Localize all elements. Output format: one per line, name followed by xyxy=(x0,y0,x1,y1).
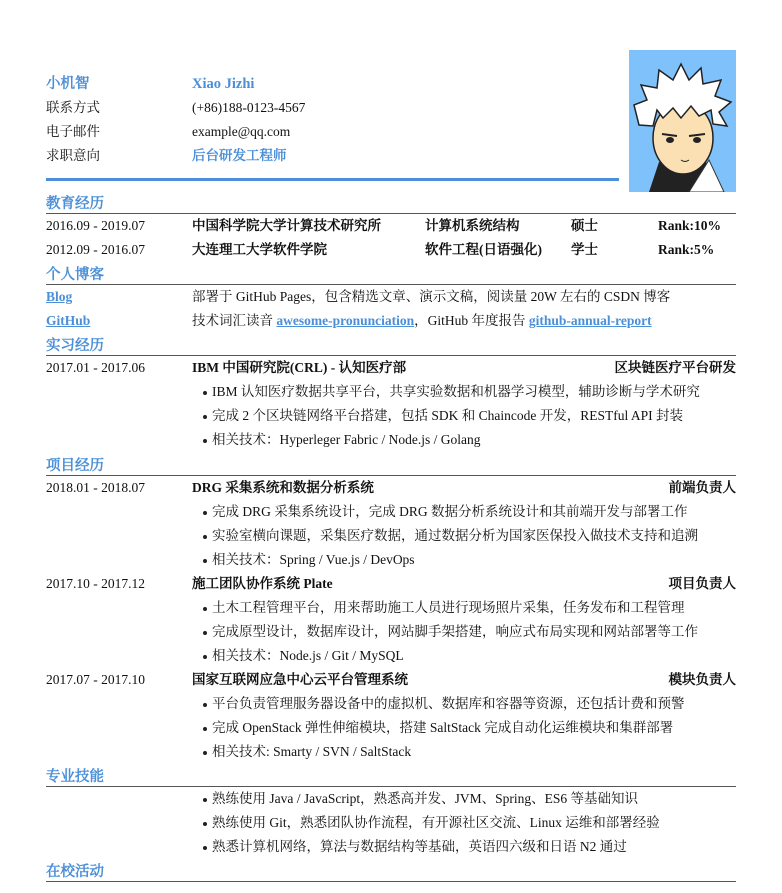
entry-name: IBM 中国研究院(CRL) - 认知医疗部 xyxy=(192,360,407,375)
contact-label: 联系方式 xyxy=(46,100,100,115)
date: 2016.09 - 2019.07 xyxy=(46,218,145,233)
section-activities: 在校活动 xyxy=(46,859,736,882)
date: 2018.01 - 2018.07 xyxy=(46,480,145,495)
entry-role: 前端负责人 xyxy=(668,480,736,495)
entry-name: 国家互联网应急中心云平台管理系统 xyxy=(192,672,408,687)
degree: 硕士 xyxy=(571,218,598,233)
list-item: IBM 认知医疗数据共享平台，共享实验数据和机器学习模型，辅助诊断与学术研究 xyxy=(46,380,736,404)
degree: 学士 xyxy=(571,242,598,257)
entry-header xyxy=(46,572,736,596)
entry-name: DRG 采集系统和数据分析系统 xyxy=(192,480,374,495)
gh-mid: ，GitHub 年度报告 xyxy=(414,313,529,328)
awesome-pronunciation-link[interactable]: awesome-pronunciation xyxy=(276,313,415,328)
entry-header xyxy=(46,476,736,500)
section-education: 教育经历 xyxy=(46,191,736,214)
github-link[interactable]: GitHub xyxy=(46,313,91,328)
list-item: 完成 DRG 采集系统设计，完成 DRG 数据分析系统设计和其前端开发与部署工作 xyxy=(46,500,736,524)
gh-pre: 技术词汇读音 xyxy=(192,313,277,328)
school: 中国科学院大学计算技术研究所 xyxy=(192,218,381,233)
rank: Rank:10% xyxy=(658,218,722,233)
education-row xyxy=(46,214,736,238)
school: 大连理工大学软件学院 xyxy=(192,242,327,257)
blog-desc: 部署于 GitHub Pages，包含精选文章、演示文稿，阅读量 20W 左右的 CSDN 博客 xyxy=(192,289,671,304)
rank: Rank:5% xyxy=(658,242,715,257)
major: 计算机系统结构 xyxy=(425,218,520,233)
entry-role: 模块负责人 xyxy=(668,672,736,687)
entry-name: 施工团队协作系统 Plate xyxy=(192,576,333,591)
blog-link[interactable]: Blog xyxy=(46,289,73,304)
section-internship: 实习经历 xyxy=(46,333,736,356)
resume xyxy=(46,72,736,882)
date: 2017.10 - 2017.12 xyxy=(46,576,145,591)
list-item: 土木工程管理平台，用来帮助施工人员进行现场照片采集，任务发布和工程管理 xyxy=(46,596,736,620)
list-item: 平台负责管理服务器设备中的虚拟机、数据库和容器等资源，还包括计费和预警 xyxy=(46,692,736,716)
github-desc xyxy=(192,309,652,333)
list-item: 熟悉计算机网络，算法与数据结构等基础，英语四六级和日语 N2 通过 xyxy=(46,835,736,859)
intent-label: 求职意向 xyxy=(46,148,100,163)
list-item: 实验室横向课题，采集医疗数据，通过数据分析为国家医保投入做技术支持和追溯 xyxy=(46,524,736,548)
list-item: 完成 OpenStack 弹性伸缩模块，搭建 SaltStack 完成自动化运维模块和集群部署 xyxy=(46,716,736,740)
section-skills: 专业技能 xyxy=(46,764,736,787)
list-item: 相关技术：Spring / Vue.js / DevOps xyxy=(46,548,736,572)
section-projects: 项目经历 xyxy=(46,453,736,476)
list-item: 完成原型设计，数据库设计，网站脚手架搭建，响应式布局实现和网站部署等工作 xyxy=(46,620,736,644)
email-label: 电子邮件 xyxy=(46,124,100,139)
list-item: 熟练使用 Java / JavaScript，熟悉高并发、JVM、Spring、ES6 等基础知识 xyxy=(46,787,736,811)
entry-role: 区块链医疗平台研发 xyxy=(614,360,736,375)
entry-header xyxy=(46,356,736,380)
list-item: 完成 2 个区块链网络平台搭建，包括 SDK 和 Chaincode 开发，RESTful API 封装 xyxy=(46,404,736,428)
name-cn: 小机智 xyxy=(46,76,90,92)
github-annual-report-link[interactable]: github-annual-report xyxy=(528,313,652,328)
name-en: Xiao Jizhi xyxy=(192,76,255,92)
date: 2017.01 - 2017.06 xyxy=(46,360,145,375)
list-item: 熟练使用 Git，熟悉团队协作流程，有开源社区交流、Linux 运维和部署经验 xyxy=(46,811,736,835)
date: 2017.07 - 2017.10 xyxy=(46,672,145,687)
list-item: 相关技术：Hyperleger Fabric / Node.js / Golang xyxy=(46,428,736,452)
list-item: 相关技术: Smarty / SVN / SaltStack xyxy=(46,740,736,764)
date: 2012.09 - 2016.07 xyxy=(46,242,145,257)
section-blog: 个人博客 xyxy=(46,262,736,285)
phone: (+86)188-0123-4567 xyxy=(192,100,306,115)
education-row xyxy=(46,238,736,262)
major: 软件工程(日语强化) xyxy=(425,242,542,257)
entry-header xyxy=(46,668,736,692)
email: example@qq.com xyxy=(192,124,291,139)
job-intent: 后台研发工程师 xyxy=(192,148,287,163)
list-item: 相关技术：Node.js / Git / MySQL xyxy=(46,644,736,668)
header xyxy=(46,72,619,181)
header-divider xyxy=(46,178,619,181)
entry-role: 项目负责人 xyxy=(668,576,736,591)
